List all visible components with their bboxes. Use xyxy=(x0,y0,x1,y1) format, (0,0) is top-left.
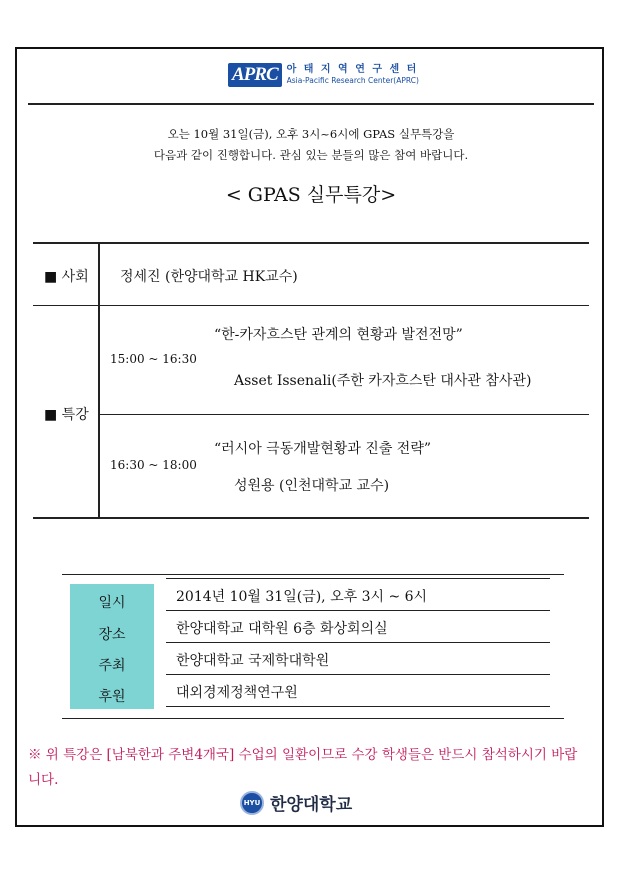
university-name: 한양대학교 xyxy=(270,795,353,815)
lecture-label: ■ 특강 xyxy=(44,407,89,423)
info-value-place: 한양대학교 대학원 6층 화상회의실 xyxy=(176,621,388,637)
table-top-border xyxy=(33,242,589,244)
info-value-sponsor: 대외경제정책연구원 xyxy=(176,685,298,701)
table-row-divider xyxy=(33,305,589,306)
session-1-speaker: Asset Issenali(주한 카자흐스탄 대사관 참사관) xyxy=(234,373,532,389)
info-row-line-3 xyxy=(166,642,550,643)
event-title: < GPAS 실무특강> xyxy=(225,184,397,206)
table-bottom-border xyxy=(33,517,589,519)
info-row-line-2 xyxy=(166,610,550,611)
info-row-line-1 xyxy=(166,578,550,579)
info-label-organizer: 주최 xyxy=(98,658,126,674)
info-row-line-5 xyxy=(166,706,550,707)
document-frame xyxy=(15,47,604,827)
session-2-speaker: 성원용 (인천대학교 교수) xyxy=(234,478,390,494)
session-2-topic: “러시아 극동개발현황과 진출 전략” xyxy=(214,441,432,457)
aprc-mark: APRC xyxy=(228,63,282,87)
attendance-notice: ※ 위 특강은 [남북한과 주변4개국] 수업의 일환이므로 수강 학생들은 반드시 참석하시기 바랍니다. xyxy=(28,747,578,788)
info-label-date: 일시 xyxy=(98,595,126,611)
university-seal-icon: HYU xyxy=(240,791,264,815)
session-divider xyxy=(99,414,589,415)
intro-line-2: 다음과 같이 진행합니다. 관심 있는 분들의 많은 참여 바랍니다. xyxy=(153,148,469,162)
info-label-place: 장소 xyxy=(98,627,126,643)
host-value: 정세진 (한양대학교 HK교수) xyxy=(120,269,298,285)
info-top-border xyxy=(62,574,564,575)
aprc-logo xyxy=(228,62,419,88)
session-1-topic: “한-카자흐스탄 관계의 현황과 발전전망” xyxy=(214,327,463,343)
session-1-time: 15:00 ~ 16:30 xyxy=(110,352,197,366)
host-label: ■ 사회 xyxy=(44,269,89,285)
aprc-korean-name: 아 태 지 역 연 구 센 터 xyxy=(286,64,419,75)
info-bottom-border xyxy=(62,718,564,719)
info-row-line-4 xyxy=(166,674,550,675)
info-label-sponsor: 후원 xyxy=(98,689,126,705)
university-footer xyxy=(240,790,352,815)
intro-line-1: 오는 10월 31일(금), 오후 3시~6시에 GPAS 실무특강을 xyxy=(167,127,455,141)
info-value-date: 2014년 10월 31일(금), 오후 3시 ~ 6시 xyxy=(176,589,428,605)
session-2-time: 16:30 ~ 18:00 xyxy=(110,458,197,472)
table-column-divider xyxy=(98,243,100,518)
aprc-english-name: Asia-Pacific Research Center(APRC) xyxy=(286,76,419,85)
info-value-organizer: 한양대학교 국제학대학원 xyxy=(176,653,330,669)
header-divider xyxy=(28,103,594,105)
